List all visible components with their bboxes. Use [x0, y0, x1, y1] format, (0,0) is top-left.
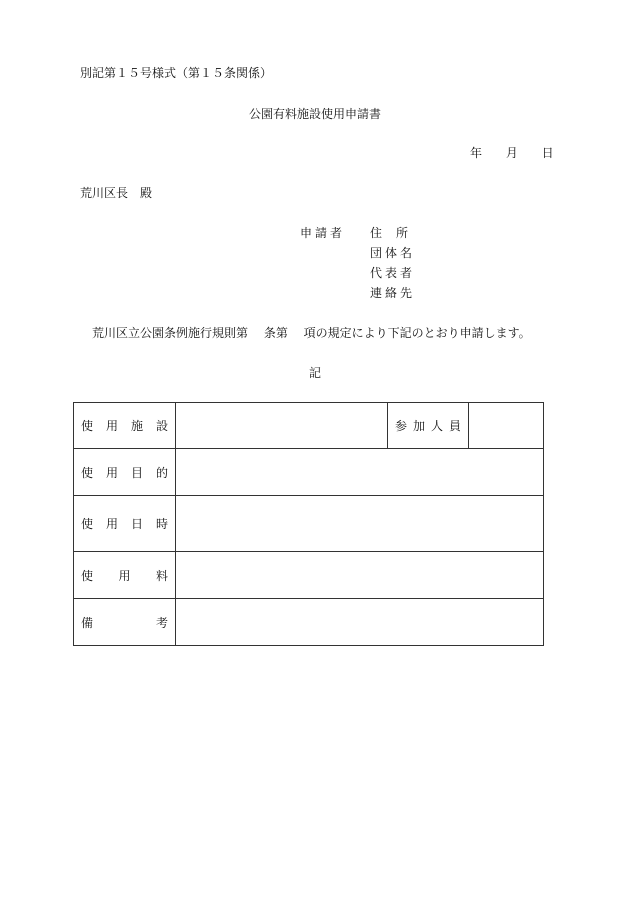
fee-value[interactable]: [176, 552, 544, 599]
label-char: 使: [81, 517, 94, 531]
label-char: 使: [81, 465, 94, 480]
group-name-label: 団体名: [370, 246, 416, 260]
application-table: [73, 402, 544, 646]
table-row: [74, 403, 544, 449]
facility-value[interactable]: [176, 403, 388, 449]
date-line: 年 月 日: [470, 146, 554, 160]
datetime-value[interactable]: [176, 496, 544, 552]
label-char: 人: [430, 419, 443, 433]
label-char: 使: [81, 419, 94, 433]
form-number: 別記第１５号様式（第１５条関係）: [80, 66, 273, 80]
table-row: [74, 599, 544, 646]
fee-label: [74, 552, 176, 599]
table-row: [74, 552, 544, 599]
label-char: 料: [155, 568, 168, 583]
label-char: 使: [81, 568, 94, 583]
label-char: 備: [81, 615, 94, 630]
label-char: 用: [105, 517, 118, 531]
representative-label: 代表者: [370, 266, 416, 280]
label-char: 時: [155, 517, 168, 531]
remarks-value[interactable]: [176, 599, 544, 646]
table-row: [74, 449, 544, 496]
addressee: 荒川区長 殿: [80, 186, 153, 200]
table-row: [74, 496, 544, 552]
participants-value[interactable]: [469, 403, 544, 449]
contact-label: 連絡先: [370, 286, 416, 300]
label-char: 目: [130, 465, 143, 480]
label-char: 的: [155, 465, 168, 480]
label-char: 設: [155, 419, 168, 433]
address-label: 住所: [370, 226, 423, 240]
label-char: 施: [130, 419, 143, 433]
remarks-label: [74, 599, 176, 646]
purpose-label: [74, 449, 176, 496]
label-char: 用: [105, 419, 118, 433]
applicant-label: 申請者: [300, 226, 346, 240]
label-char: 用: [118, 568, 131, 583]
application-statement: 荒川区立公園条例施行規則第 条第 項の規定により下記のとおり申請します。: [92, 326, 531, 340]
label-char: 参: [395, 419, 408, 433]
ki-heading: 記: [308, 366, 321, 380]
label-char: 員: [448, 419, 461, 433]
participants-label: [388, 403, 469, 449]
label-char: 日: [130, 517, 143, 531]
datetime-label: [74, 496, 176, 552]
label-char: 用: [105, 465, 118, 480]
label-char: 考: [155, 615, 168, 630]
facility-label: [74, 403, 176, 449]
document-title: 公園有料施設使用申請書: [248, 107, 381, 121]
label-char: 加: [412, 419, 425, 433]
purpose-value[interactable]: [176, 449, 544, 496]
